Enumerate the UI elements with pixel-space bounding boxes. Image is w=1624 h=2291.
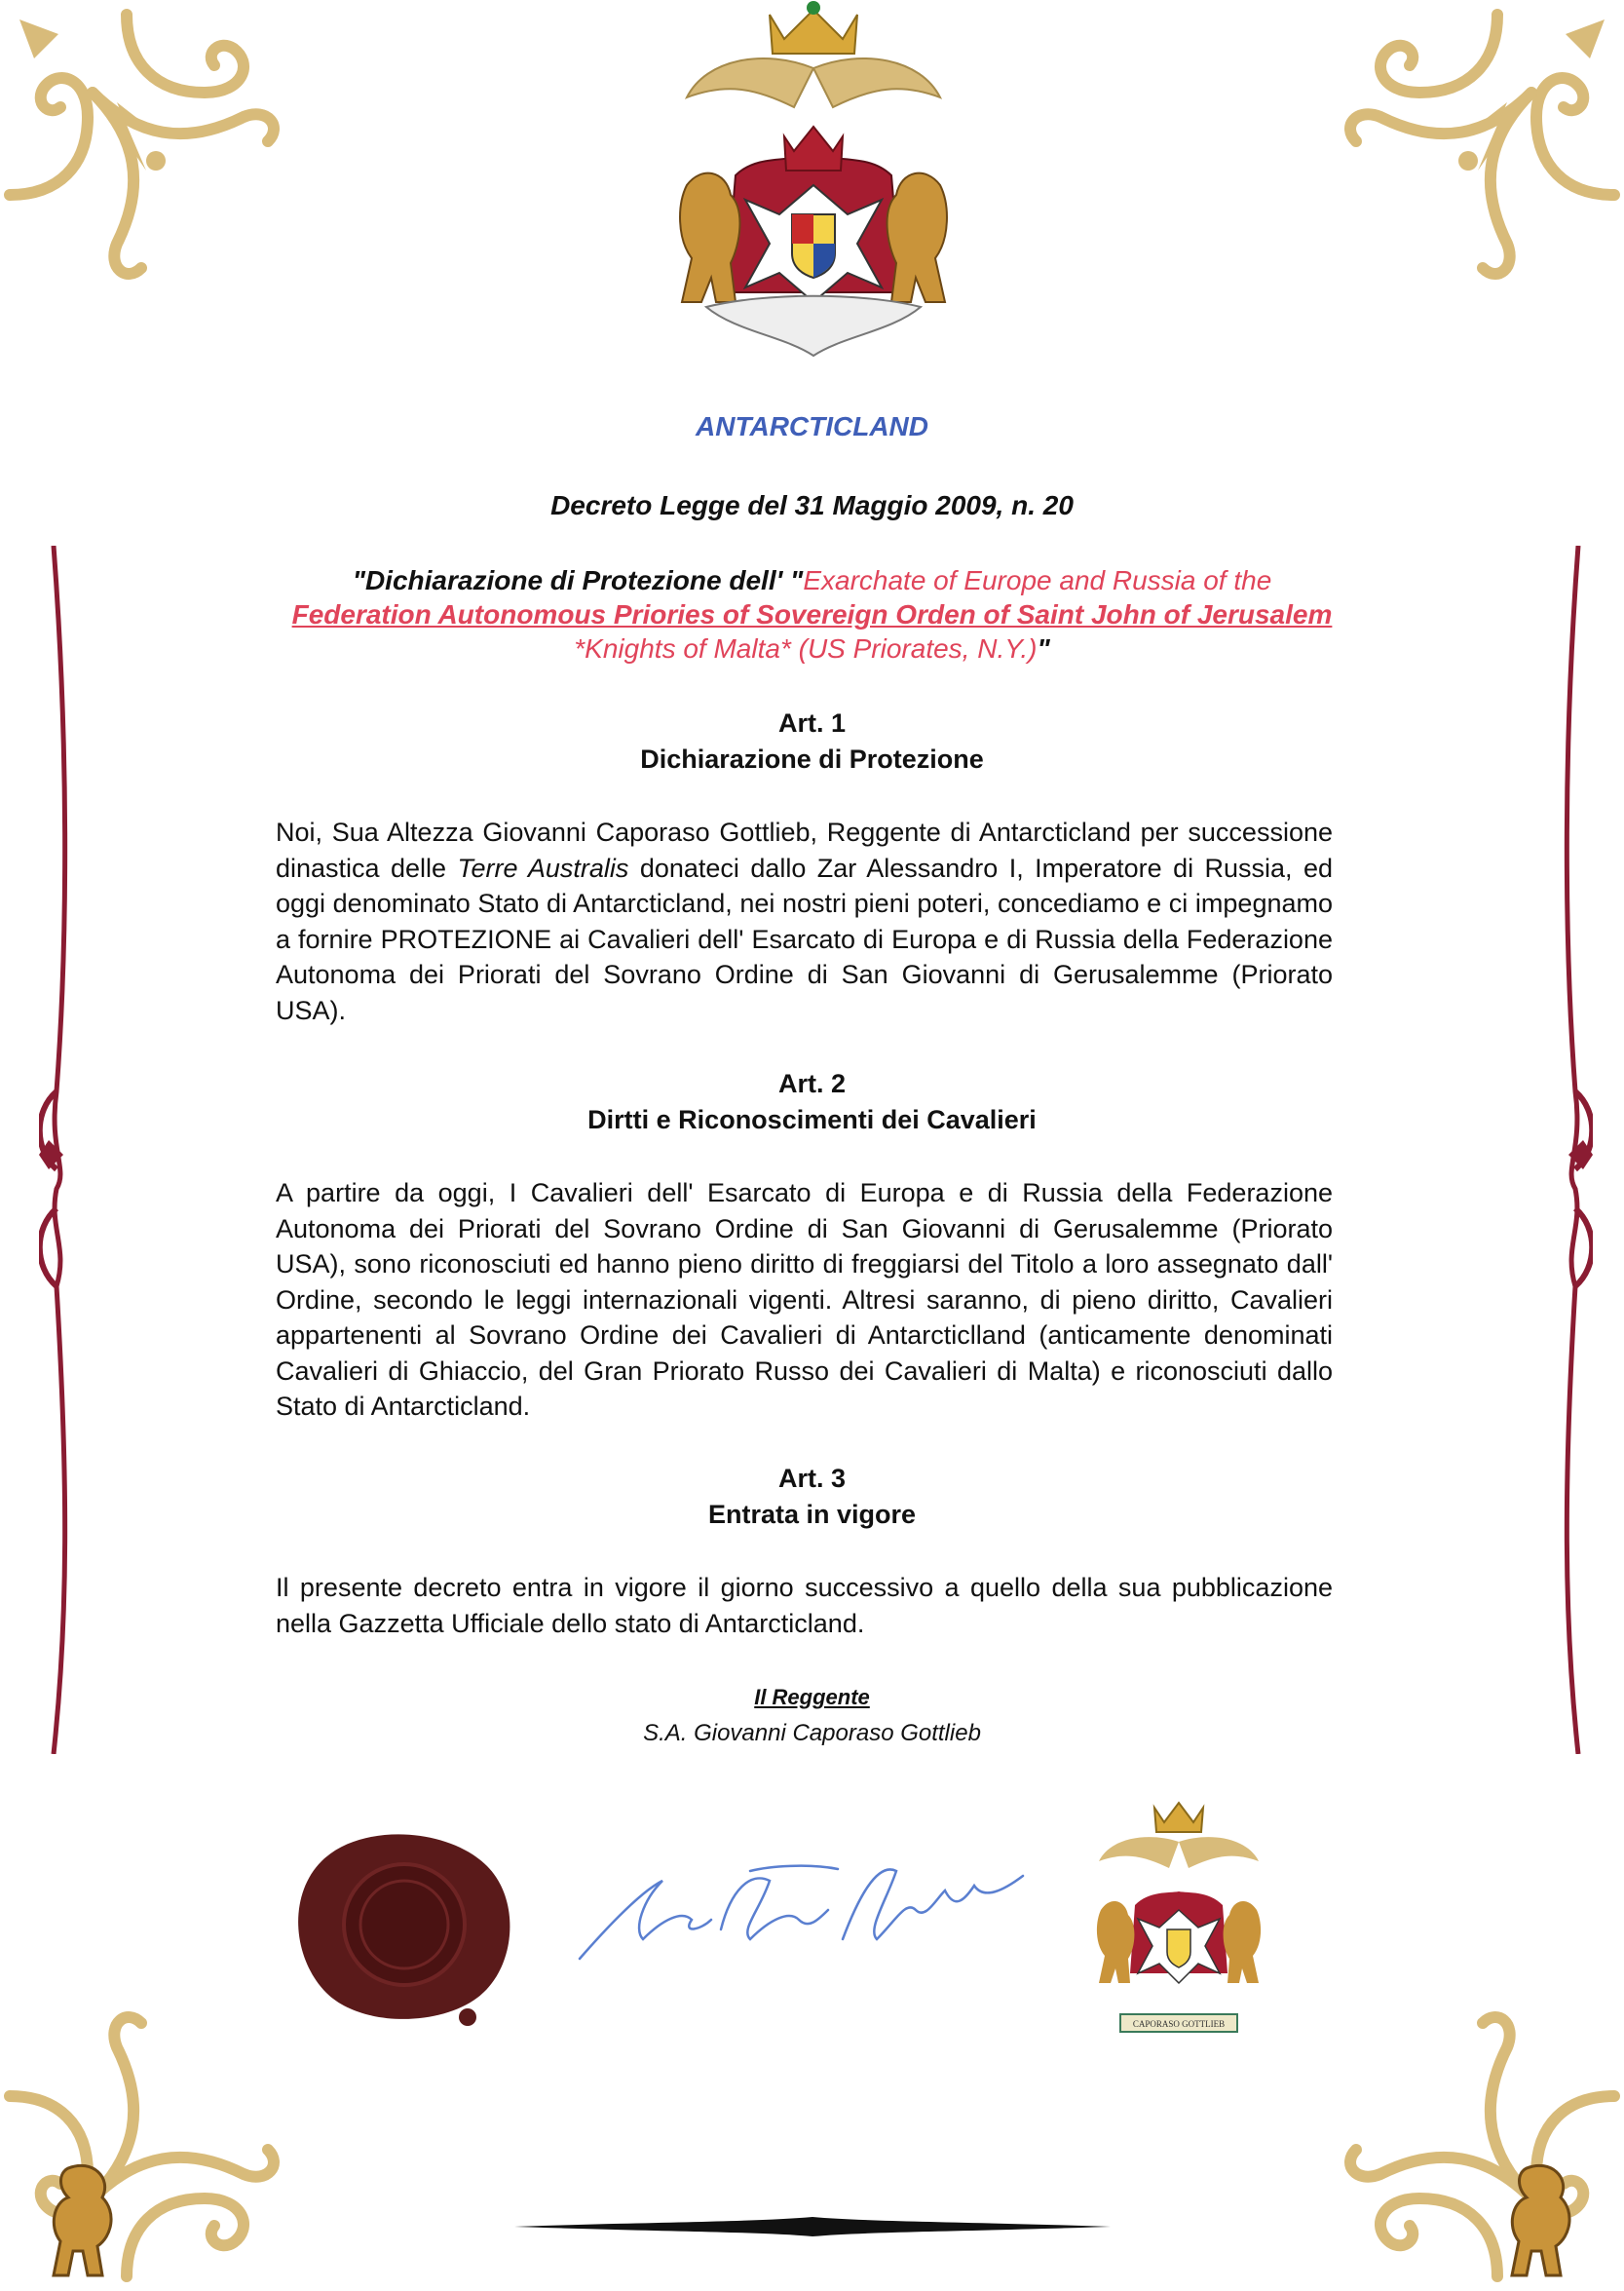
coat-of-arms-icon [648, 0, 979, 365]
article-1-text-a: Noi, Sua Altezza Giovanni Caporaso Gottlieb, Reggente di Antarcticland per successione dinastica delle [276, 818, 1333, 883]
article-2-title: Dirtti e Riconoscimenti dei Cavalieri [587, 1105, 1037, 1134]
wax-seal-icon [283, 1822, 526, 2037]
article-2-number: Art. 2 [777, 1069, 847, 1098]
article-3-heading [0, 1461, 1624, 1533]
bottom-divider [514, 2212, 1111, 2241]
signatory-title: Il Reggente [754, 1685, 870, 1709]
article-1-number: Art. 1 [777, 708, 847, 738]
article-3-body: Il presente decreto entra in vigore il giorno successivo a quello della sua pubblicazione nella Gazzetta Ufficiale dello stato di Antarcticland. [276, 1573, 1333, 1638]
article-1-heading [0, 706, 1624, 778]
declaration-order-line-3: *Knights of Malta* (US Priorates, N.Y.) [574, 633, 1038, 664]
declaration-order-line-2: Federation Autonomous Priories of Sovereign Orden of Saint John of Jerusalem [291, 599, 1333, 630]
declaration-text-1: "Dichiarazione di Protezione dell' " [352, 565, 804, 595]
lion-icon [1497, 2158, 1585, 2280]
corner-flourish-icon [1341, 0, 1624, 292]
article-1-text-b: donateci dallo Zar Alessandro I, Imperatore di Russia, ed oggi denominato Stato di Antarcticland, nei nostri pieni poteri, concediamo e ci impegnamo a fornire PROTEZIONE ai Cavalieri dell' Esarcato di Europa e di Russia della Federazione Autonoma dei Priorati del Sovrano Ordine di San Giovanni di Gerusalemme (Priorato USA). [276, 853, 1333, 1025]
article-1-body [276, 815, 1333, 1028]
article-1-text-italic: Terre Australis [457, 853, 629, 883]
declaration-heading [0, 563, 1624, 666]
lion-icon [39, 2158, 127, 2280]
article-3-title: Entrata in vigore [707, 1500, 917, 1529]
declaration-order-line-1: Exarchate of Europe and Russia of the [803, 565, 1272, 595]
article-1-title: Dichiarazione di Protezione [640, 745, 984, 774]
state-name: ANTARCTICLAND [696, 411, 928, 441]
handwritten-signature [575, 1852, 1042, 1968]
decree-title: Decreto Legge del 31 Maggio 2009, n. 20 [550, 490, 1074, 520]
corner-flourish-icon [0, 0, 283, 292]
stamp-coat-of-arms-icon [1081, 1798, 1276, 2042]
signatory-name: S.A. Giovanni Caporaso Gottlieb [643, 1720, 981, 1746]
article-2-body: A partire da oggi, I Cavalieri dell' Esarcato di Europa e di Russia della Federazione Autonoma dei Priorati del Sovrano Ordine di San Giovanni di Gerusalemme (Priorato USA), sono riconosciuti ed hanno pieno diritto di freggiarsi del Titolo a loro assegnato dall' Ordine, secondo le leggi internazionali vigenti. Altresi saranno, di pieno diritto, Cavalieri appartenenti al Sovrano Ordine dei Cavalieri di Antarcticlland (anticamente denominati Cavalieri di Ghiaccio, del Gran Priorato Russo dei Cavalieri di Malta) e riconosciuti dallo Stato di Antarcticland. [276, 1178, 1333, 1421]
stamp-ribbon-text: CAPORASO GOTTLIEB [1132, 2019, 1226, 2029]
declaration-text-2: " [1037, 633, 1050, 664]
article-3-number: Art. 3 [777, 1464, 847, 1493]
article-2-heading [0, 1066, 1624, 1138]
